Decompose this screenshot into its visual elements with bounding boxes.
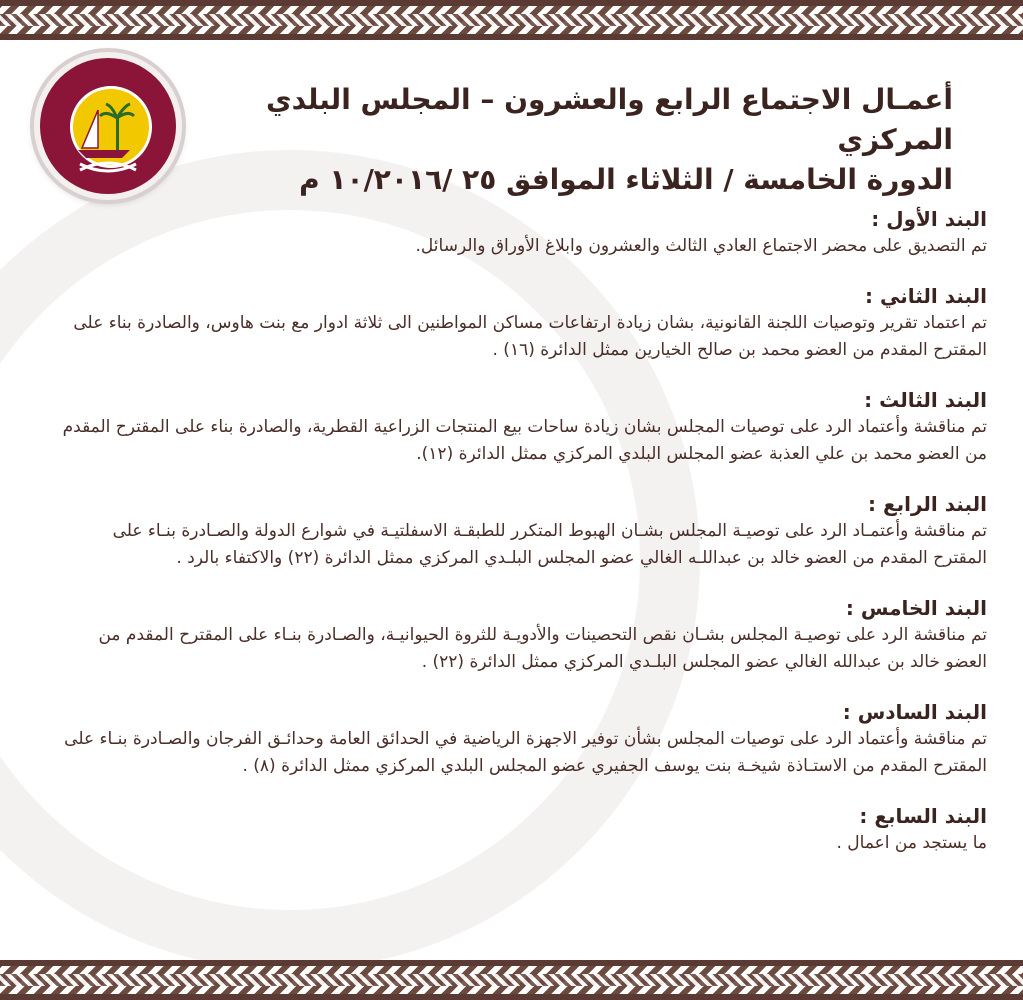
agenda-item [57,698,987,780]
agenda-item-title: البند الثالث : [864,388,987,412]
agenda-item-body: تم مناقشة وأعتماد الرد على توصيات المجلس بشان زيادة ساحات بيع المنتجات الزراعية القطرية، والصادرة بناء على المقترح المقدم من العضو محمد بن علي العذبة عضو المجلس البلدي المركزي ممثل الدائرة (١٢). [62,417,987,464]
header-title: أعمـال الاجتماع الرابع والعشرون – المجلس البلدي المركزي [265,83,953,156]
agenda-item-body: تم مناقشة وأعتماد الرد على توصيات المجلس بشأن توفير الاجهزة الرياضية في الحدائق العامة وحدائـق الفرجان والصـادرة بنـاء على المقترح المقدم من الاستـاذة شيخـة بنت يوسف الجفيري عضو المجلس البلدي المركزي ممثل الدائرة (٨) . [64,729,987,776]
agenda-item-title: البند الثاني : [865,284,987,308]
top-decorative-border [0,0,1023,40]
agenda-item-title: البند الرابع : [867,492,987,516]
agenda-item [57,594,987,676]
agenda-item-body: تم اعتماد تقرير وتوصيات اللجنة القانونية، بشان زيادة ارتفاعات مساكن المواطنين الى ثلاثة ادوار مع بنت هاوس، والصادرة بناء على المقترح المقدم من العضو محمد بن صالح الخيارين ممثل الدائرة (١٦) . [73,313,987,360]
header-session-date: الدورة الخامسة / الثلاثاء الموافق ٢٥ /١٠/٢٠١٦ م [299,163,953,196]
agenda-item-body: تم التصديق على محضر الاجتماع العادي الثالث والعشرون وابلاغ الأوراق والرسائل. [415,236,987,256]
agenda-item-body: تم مناقشة الرد على توصيـة المجلس بشـان نقص التحصينات والأدويـة للثروة الحيوانيـة، والصـادرة بنـاء على المقترح المقدم من العضو خالد بن عبدالله الغالي عضو المجلس البلـدي المركزي ممثل الدائرة (٢٢) . [98,625,987,672]
agenda-item [57,282,987,364]
agenda-item-body: ما يستجد من اعمال . [836,833,987,853]
agenda-items [57,205,987,879]
agenda-item-title: البند السادس : [842,700,987,724]
agenda-item-title: البند الأول : [871,207,987,231]
agenda-item [57,205,987,260]
bottom-decorative-border [0,960,1023,1000]
agenda-item [57,490,987,572]
agenda-item [57,802,987,857]
agenda-item-title: البند السابع : [859,804,987,828]
agenda-item-title: البند الخامس : [845,596,987,620]
qatar-municipal-council-emblem-icon [34,52,182,200]
document-header [253,80,953,200]
agenda-item-body: تم مناقشة وأعتمـاد الرد على توصيـة المجلس بشـان الهبوط المتكرر للطبقـة الاسفلتيـة في شوارع الدولة والصـادرة بنـاء على المقترح المقدم من العضو خالد بن عبداللـه الغالي عضو المجلس البلـدي المركزي ممثل الدائرة (٢٢) والاكتفاء بالرد . [112,521,987,568]
agenda-item [57,386,987,468]
